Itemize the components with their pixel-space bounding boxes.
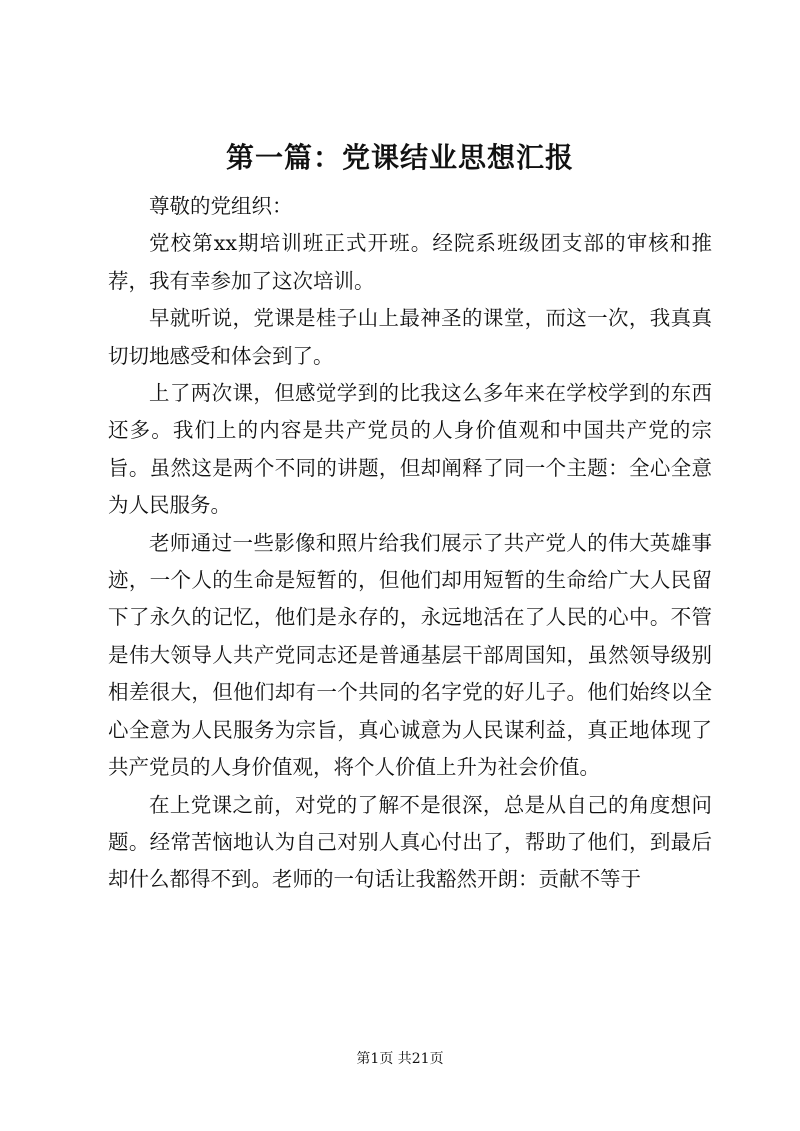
document-body (108, 188, 712, 899)
body-paragraph: 老师通过一些影像和照片给我们展示了共产党人的伟大英雄事迹，一个人的生命是短暂的，但他们却用短暂的生命给广大人民留下了永久的记忆，他们是永存的，永远地活在了人民的心中。不管是伟大领导人共产党同志还是普通基层干部周国知，虽然领导级别相差很大，但他们却有一个共同的名字党的好儿子。他们始终以全心全意为人民服务为宗旨，真心诚意为人民谋利益，真正地体现了共产党员的人身价值观，将个人价值上升为社会价值。 (108, 530, 712, 780)
body-paragraph: 上了两次课，但感觉学到的比我这么多年来在学校学到的东西还多。我们上的内容是共产党员的人身价值观和中国共产党的宗旨。虽然这是两个不同的讲题，但却阐释了同一个主题：全心全意为人民服务。 (108, 381, 712, 518)
salutation-paragraph: 尊敬的党组织： (149, 194, 293, 218)
document-title: 第一篇：党课结业思想汇报 (225, 141, 574, 174)
body-paragraph: 早就听说，党课是桂子山上最神圣的课堂，而这一次，我真真切切地感受和体会到了。 (108, 306, 712, 368)
body-paragraph: 在上党课之前，对党的了解不是很深，总是从自己的角度想问题。经常苦恼地认为自己对别人真心付出了，帮助了他们，到最后却什么都得不到。老师的一句话让我豁然开朗：贡献不等于 (108, 792, 712, 892)
body-paragraph: 党校第xx期培训班正式开班。经院系班级团支部的审核和推荐，我有幸参加了这次培训。 (108, 231, 712, 293)
page-number-footer: 第1页 共21页 (356, 1051, 444, 1067)
